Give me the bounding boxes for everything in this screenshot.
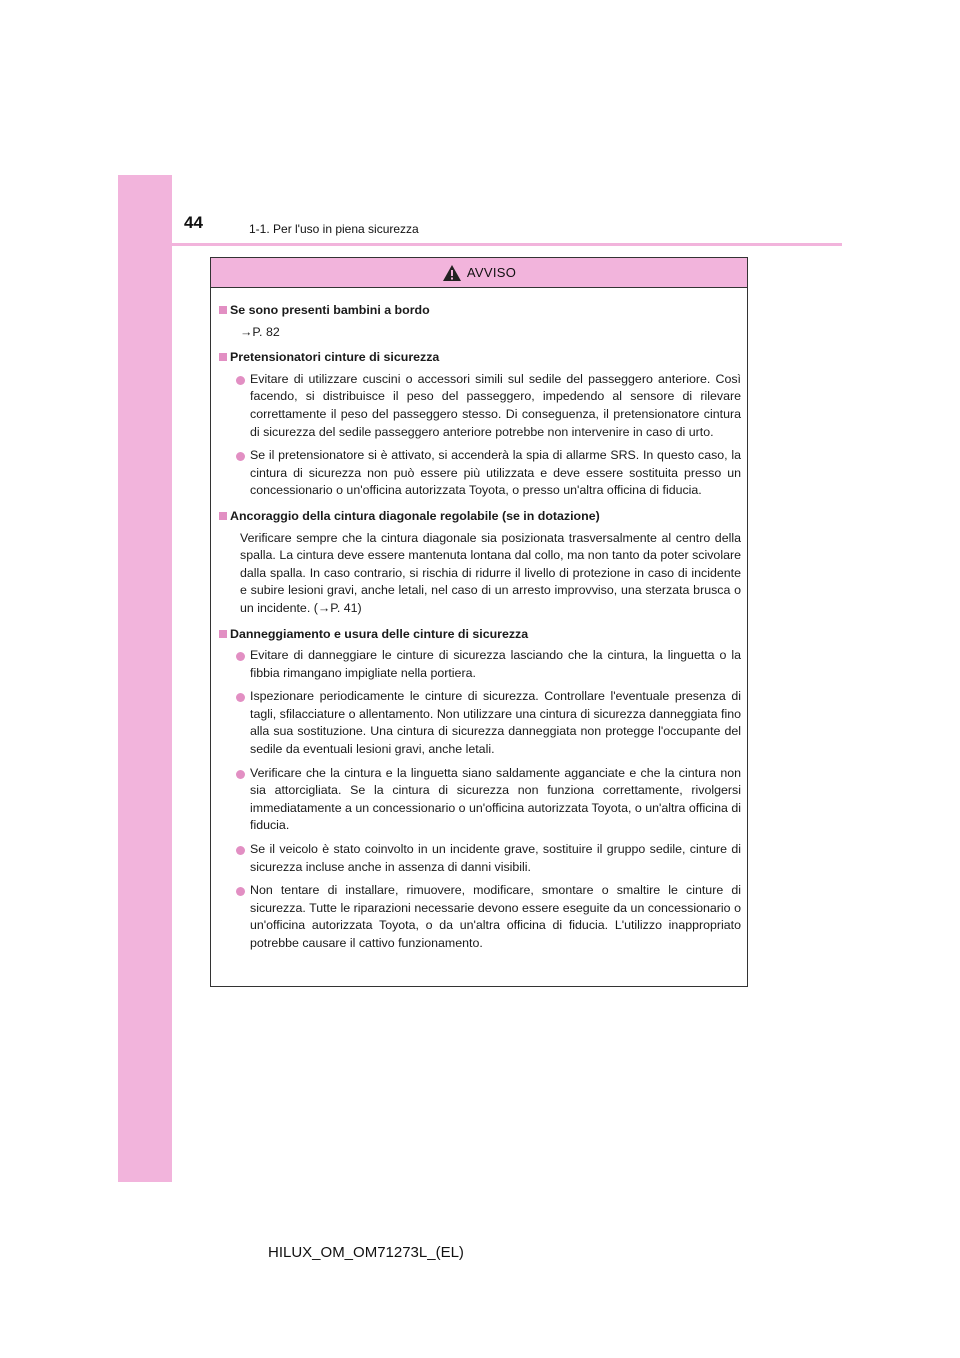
- round-bullet-icon: [236, 693, 245, 702]
- list-item: Ispezionare periodicamente le cinture di sicurezza. Controllare l'eventuale presenza di tagli, sfilacciature o allentamento. Non utilizzare una cintura di sicurezza danneggiata fino alla sua sostituzione. Una cintura di sicurezza danneggiata non protegge l'occupante del sedile da eventuali lesioni gravi, anche letali.: [219, 688, 741, 758]
- square-bullet-icon: [219, 306, 227, 314]
- section-title: 1-1. Per l'uso in piena sicurezza: [249, 222, 419, 236]
- list-item: Verificare che la cintura e la linguetta siano saldamente agganciate e che la cintura non sia attorcigliata. Se la cintura di sicurezza non funziona correttamente, rivolgersi immediatamente a un concessionario o un'officina autorizzata Toyota, o un'altra officina di fiducia.: [219, 765, 741, 835]
- section-heading: Ancoraggio della cintura diagonale regolabile (se in dotazione): [219, 508, 741, 526]
- list-item: Se il veicolo è stato coinvolto in un incidente grave, sostituire il gruppo sedile, cinture di sicurezza incluse anche in assenza di danni visibili.: [219, 841, 741, 876]
- square-bullet-icon: [219, 512, 227, 520]
- page-side-tab: [118, 175, 172, 1182]
- section-heading: Pretensionatori cinture di sicurezza: [219, 349, 741, 367]
- page-reference: →P. 82: [240, 324, 280, 339]
- warning-section: [219, 349, 741, 500]
- warning-label: AVVISO: [466, 265, 517, 280]
- list-item: Se il pretensionatore si è attivato, si accenderà la spia di allarme SRS. In questo caso, la cintura di sicurezza non può essere più utilizzata e deve essere sostituita presso un concessionario o un'officina autorizzata Toyota, o presso un'altra officina di fiducia.: [219, 447, 741, 500]
- round-bullet-icon: [236, 887, 245, 896]
- round-bullet-icon: [236, 652, 245, 661]
- section-paragraph: Verificare sempre che la cintura diagonale sia posizionata trasversalmente al centro della spalla. La cintura deve essere mantenuta lontana dal collo, ma non tanto da poter scivolare dalla spalla. In caso contrario, si rischia di ridurre il livello di protezione in caso di incidente e subire lesioni gravi, anche letali, nel caso di un arresto improvviso, una sterzata brusca o un incidente. (→P. 41): [240, 530, 741, 615]
- warning-body: [211, 288, 747, 953]
- round-bullet-icon: [236, 846, 245, 855]
- section-heading: Se sono presenti bambini a bordo: [219, 302, 741, 320]
- round-bullet-icon: [236, 770, 245, 779]
- page-number: 44: [184, 213, 203, 232]
- warning-triangle-icon: [442, 264, 462, 282]
- list-item: Non tentare di installare, rimuovere, modificare, smontare o smaltire le cinture di sicurezza. Tutte le riparazioni necessarie devono essere eseguite da un concessionario o un'officina autorizzata Toyota, o da un'altra officina di fiducia. L'utilizzo inappropriato potrebbe causare il cattivo funzionamento.: [219, 882, 741, 952]
- warning-section: [219, 302, 741, 341]
- warning-box: [210, 257, 748, 987]
- square-bullet-icon: [219, 353, 227, 361]
- square-bullet-icon: [219, 630, 227, 638]
- header-rule: [118, 243, 842, 246]
- document-code: HILUX_OM_OM71273L_(EL): [268, 1244, 464, 1261]
- section-heading: Danneggiamento e usura delle cinture di sicurezza: [219, 626, 741, 644]
- warning-section: [219, 626, 741, 953]
- round-bullet-icon: [236, 376, 245, 385]
- warning-section: [219, 508, 741, 618]
- warning-header: [211, 258, 747, 288]
- round-bullet-icon: [236, 452, 245, 461]
- list-item: Evitare di utilizzare cuscini o accessori simili sul sedile del passeggero anteriore. Così facendo, si distribuisce il peso del passeggero, impedendo al sensore di rilevare correttamente il peso del passeggero stesso. Di conseguenza, il pretensionatore cintura di sicurezza del sedile passeggero anteriore potrebbe non intervenire in caso di urto.: [219, 371, 741, 441]
- list-item: Evitare di danneggiare le cinture di sicurezza lasciando che la cintura, la linguetta o la fibbia rimangano impigliate nella portiera.: [219, 647, 741, 682]
